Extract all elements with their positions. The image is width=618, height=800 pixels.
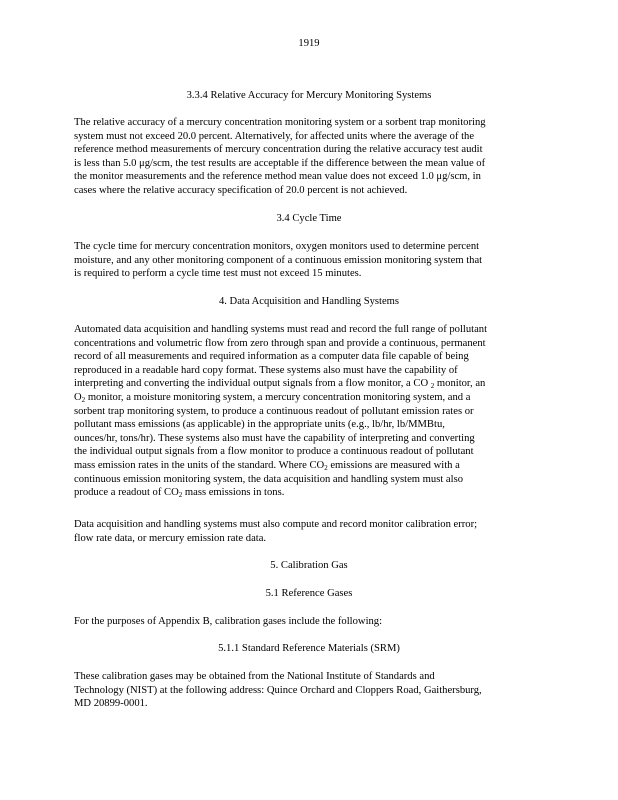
text-line: record of all measurements and required information as a computer data file capable of being [74,351,469,363]
text-line: moisture, and any other monitoring component of a continuous emission monitoring system that [74,254,483,266]
text-line: ounces/hr, tons/hr). These systems also must have the capability of interpreting and converting [74,432,475,444]
text-line-o2 [74,391,544,405]
text-fragment: mass emissions in tons. [182,487,285,499]
text-fragment: monitor, an [434,378,486,390]
paragraph-calibration-error [74,518,544,545]
subscript: 2 [81,395,86,404]
text-line: system must not exceed 20.0 percent. Alternatively, for affected units where the average of the [74,130,475,142]
text-fragment: emissions are measured with a [327,459,460,471]
text-line: cases where the relative accuracy specification of 20.0 percent is not achieved. [74,184,408,196]
heading-3-3-4: 3.3.4 Relative Accuracy for Mercury Monitoring Systems [186,90,432,101]
heading-5: 5. Calibration Gas [270,560,348,571]
text-line: Data acquisition and handling systems must also compute and record monitor calibration error; [74,519,478,530]
text-fragment: produce a readout of CO [74,487,179,499]
text-fragment: O [74,391,82,403]
paragraph-cycle-time [74,240,544,281]
text-fragment: mass emission rates in the units of the standard. Where CO [74,459,325,471]
text-fragment: interpreting and converting the individual output signals from a flow monitor, a CO [74,378,429,390]
page-number: 1919 [298,38,320,49]
text-line: MD 20899-0001. [74,698,148,710]
heading-4: 4. Data Acquisition and Handling Systems [218,296,400,307]
text-line: continuous emission monitoring system, the data acquisition and handling system must also [74,473,463,485]
text-line: is required to perform a cycle time test must not exceed 15 minutes. [74,268,362,280]
text-line: reproduced in a readable hard copy format. These systems also must have the capability of [74,364,458,376]
text-line-co2 [74,459,544,473]
subscript: 2 [324,463,328,472]
text-line: Technology (NIST) at the following address: Quince Orchard and Cloppers Road, Gaithersburg, [74,684,482,696]
paragraph-data-acquisition [74,323,544,500]
text-line: For the purposes of Appendix B, calibration gases include the following: [74,616,383,627]
text-line: pollutant mass emissions (as applicable) in the appropriate units (e.g., lb/hr, lb/MMBtu, [74,419,445,431]
text-line: concentrations and volumetric flow from zero through span and provide a continuous, permanent [74,337,486,349]
text-fragment: monitor, a moisture monitoring system, a mercury concentration monitoring system, and a [87,391,471,403]
text-line: the monitor measurements and the reference method mean value does not exceed 1.0 μg/scm, in [74,171,481,183]
text-line: sorbent trap monitoring system, to produce a continuous readout of pollutant emission rates or [74,405,474,417]
subscript: 2 [178,491,183,500]
text-line: The relative accuracy of a mercury concentration monitoring system or a sorbent trap monitoring [74,117,486,128]
text-line: flow rate data, or mercury emission rate data. [74,532,267,544]
text-line: The cycle time for mercury concentration monitors, oxygen monitors used to determine percent [74,241,480,252]
subscript: 2 [430,382,435,391]
text-line: reference method measurements of mercury concentration during the relative accuracy test audit [74,144,483,156]
text-line: These calibration gases may be obtained from the National Institute of Standards and [74,671,435,682]
paragraph-nist [74,670,544,711]
heading-3-4: 3.4 Cycle Time [276,213,342,224]
text-line-co2 [74,486,544,500]
text-line: Automated data acquisition and handling systems must read and record the full range of pollutant [74,324,488,335]
text-line: is less than 5.0 μg/scm, the test results are acceptable if the difference between the mean value of [74,157,486,169]
heading-5-1-1: 5.1.1 Standard Reference Materials (SRM) [218,643,400,654]
paragraph-appendix-b [74,615,544,629]
paragraph-relative-accuracy [74,116,544,198]
text-line-co2 [74,377,544,391]
text-line: the individual output signals from a flow monitor to produce a continuous readout of pollutant [74,446,474,458]
heading-5-1: 5.1 Reference Gases [265,588,353,599]
